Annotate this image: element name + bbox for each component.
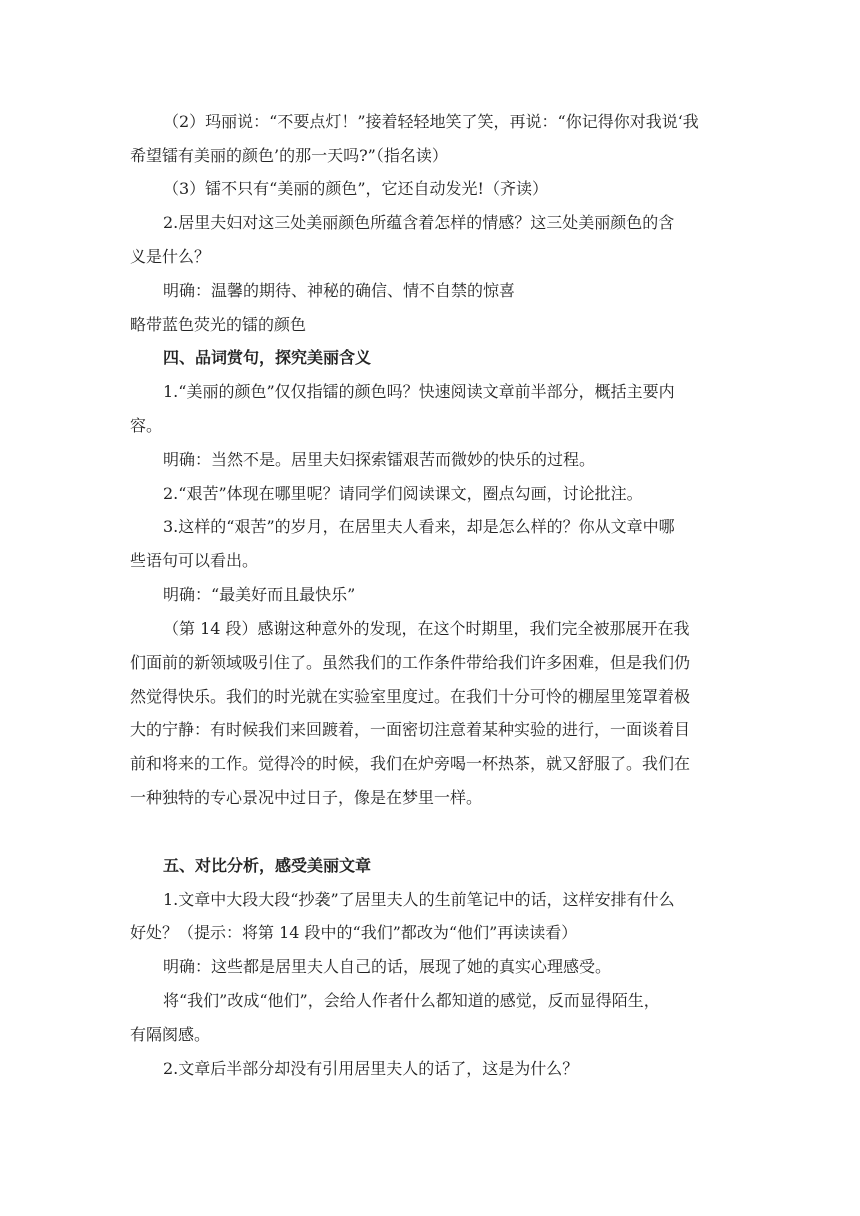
text-line: 一种独特的专心景况中过日子，像是在梦里一样。 — [130, 788, 483, 807]
text-line: 2.“艰苦”体现在哪里呢？请同学们阅读课文，圈点勾画，讨论批注。 — [163, 484, 643, 503]
text-line: 然觉得快乐。我们的时光就在实验室里度过。在我们十分可怜的棚屋里笼罩着极 — [130, 687, 691, 706]
text-line: 2.文章后半部分却没有引用居里夫人的话了，这是为什么？ — [163, 1059, 579, 1078]
text-line: 些语句可以看出。 — [130, 551, 259, 570]
text-line: （第 14 段）感谢这种意外的发现，在这个时期里，我们完全被那展开在我 — [163, 619, 690, 638]
text-line: 前和将来的工作。觉得冷的时候，我们在炉旁喝一杯热茶，就又舒服了。我们在 — [130, 754, 691, 773]
text-line: 有隔阂感。 — [130, 1025, 211, 1044]
text-line: 2.居里夫妇对这三处美丽颜色所蕴含着怎样的情感？这三处美丽颜色的含 — [163, 213, 675, 232]
text-line: 将“我们”改成“他们”，会给人作者什么都知道的感觉，反而显得陌生， — [163, 991, 660, 1010]
text-line: 1.文章中大段大段“抄袭”了居里夫人的生前笔记中的话，这样安排有什么 — [163, 890, 675, 909]
text-line: 好处？（提示：将第 14 段中的“我们”都改为“他们”再读读看） — [130, 923, 578, 942]
text-line: 大的宁静：有时候我们来回踱着，一面密切注意着某种实验的进行，一面谈着目 — [130, 720, 691, 739]
text-line: 略带蓝色荧光的镭的颜色 — [130, 315, 307, 334]
text-line: （2）玛丽说：“不要点灯！”接着轻轻地笑了笑，再说：“你记得你对我说‘我 — [163, 112, 699, 131]
text-line: 义是什么？ — [130, 247, 211, 266]
text-line: 们面前的新领域吸引住了。虽然我们的工作条件带给我们许多困难，但是我们仍 — [130, 653, 691, 672]
text-line: 1.“美丽的颜色”仅仅指镭的颜色吗？快速阅读文章前半部分，概括主要内 — [163, 382, 675, 401]
section-heading: 五、对比分析，感受美丽文章 — [163, 856, 372, 875]
text-line: 明确：这些都是居里夫人自己的话，展现了她的真实心理感受。 — [163, 957, 612, 976]
text-line: 3.这样的“艰苦”的岁月，在居里夫人看来，却是怎么样的？你从文章中哪 — [163, 517, 675, 536]
text-line: （3）镭不只有“美丽的颜色”，它还自动发光!（齐读） — [163, 179, 548, 198]
text-line: 明确：“最美好而且最快乐” — [163, 585, 356, 604]
text-line: 容。 — [130, 416, 163, 435]
section-heading: 四、品词赏句，探究美丽含义 — [163, 348, 372, 367]
text-line: 明确：当然不是。居里夫妇探索镭艰苦而微妙的快乐的过程。 — [163, 450, 596, 469]
text-line: 明确：温馨的期待、神秘的确信、情不自禁的惊喜 — [163, 281, 516, 300]
text-line: 希望镭有美丽的颜色’的那一天吗?”（指名读） — [130, 146, 448, 165]
